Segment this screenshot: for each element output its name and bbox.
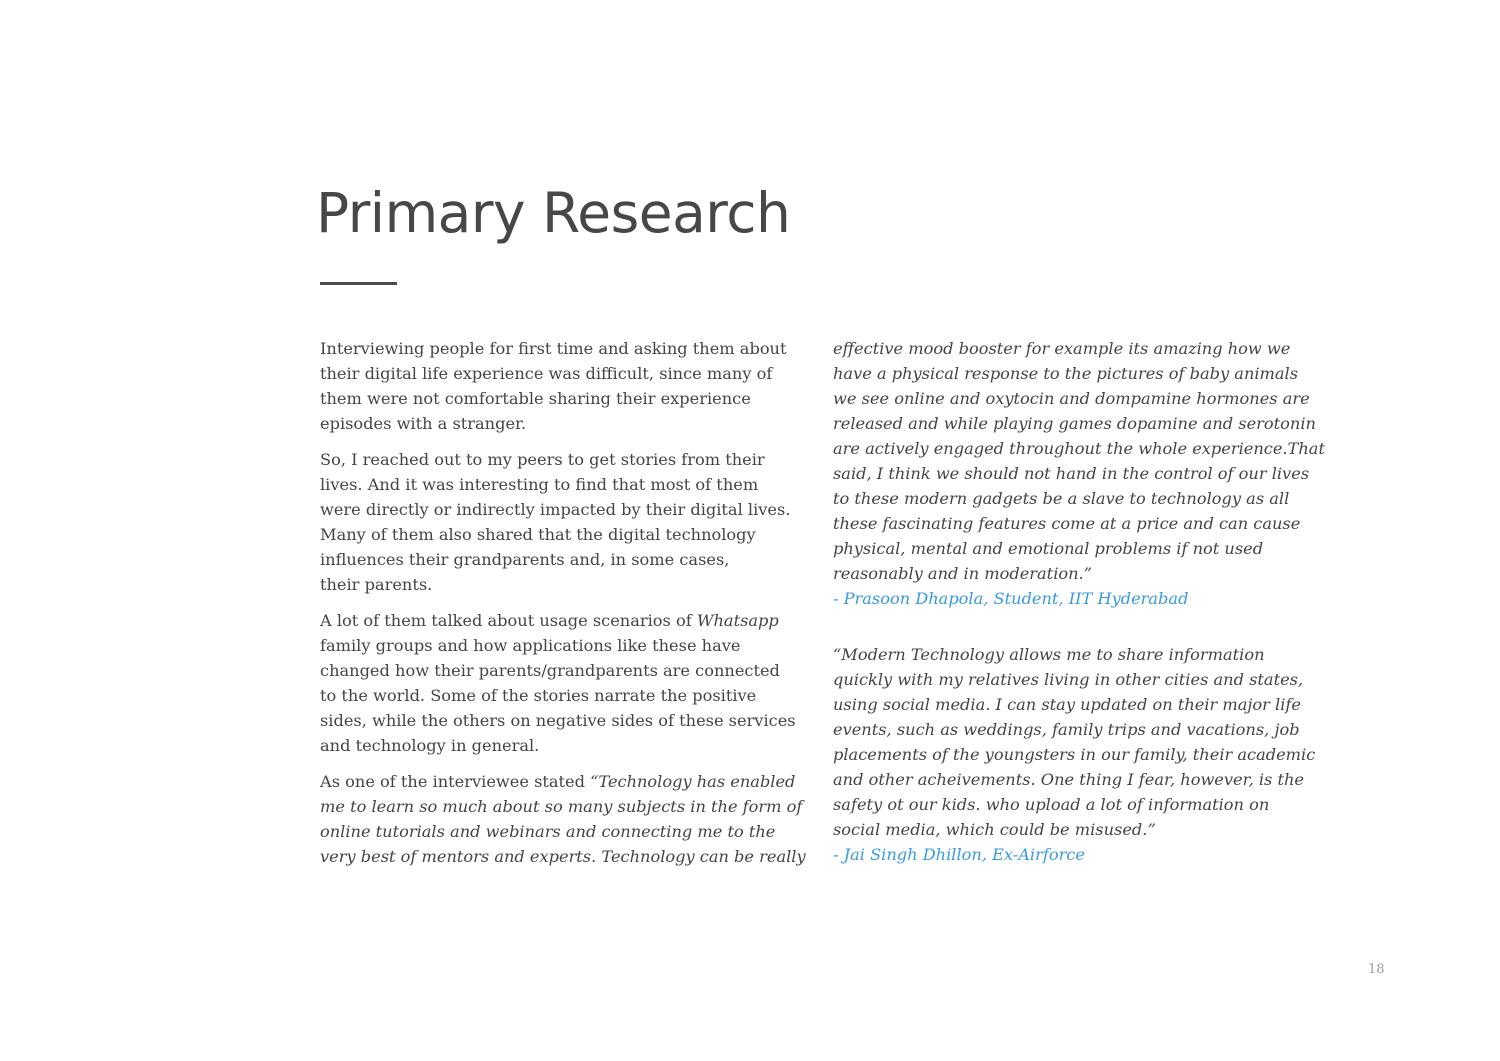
quote-attribution: - Jai Singh Dhillon, Ex-Airforce — [833, 845, 1085, 864]
text-line: me to learn so much about so many subjects in the form of — [320, 797, 803, 816]
text-line: reasonably and in moderation.” — [833, 564, 1092, 583]
text-line: influences their grandparents and, in some cases, — [320, 550, 730, 569]
text-line: safety ot our kids. who upload a lot of information on — [833, 795, 1270, 814]
quote-attribution: - Prasoon Dhapola, Student, IIT Hyderabad — [833, 589, 1189, 608]
text-line: were directly or indirectly impacted by their digital lives. — [320, 500, 791, 519]
left-column — [320, 336, 805, 880]
paragraph-interviewee-quote — [320, 769, 805, 869]
text-line: lives. And it was interesting to find that most of them — [320, 475, 759, 494]
text-line: physical, mental and emotional problems if not used — [833, 539, 1264, 558]
text-line: them were not comfortable sharing their experience — [320, 389, 751, 408]
quote-prasoon — [833, 336, 1325, 611]
text-line: effective mood booster for example its amazing how we — [833, 339, 1291, 358]
paragraph-whatsapp — [320, 608, 805, 758]
paragraph-peers — [320, 447, 805, 597]
text-line — [320, 769, 805, 794]
text-line: and technology in general. — [320, 736, 540, 755]
text-line: online tutorials and webinars and connecting me to the — [320, 822, 776, 841]
text-segment-italic: “Technology has enabled — [590, 772, 796, 791]
text-line — [320, 608, 805, 633]
quote-jai-singh — [833, 642, 1315, 867]
text-line: episodes with a stranger. — [320, 414, 527, 433]
text-segment-italic: Whatsapp — [696, 611, 779, 630]
page-title: Primary Research — [316, 181, 791, 245]
text-segment: As one of the interviewee stated — [320, 772, 591, 791]
text-line: “Modern Technology allows me to share information — [833, 645, 1265, 664]
title-underline — [320, 282, 397, 285]
quote-spacer — [833, 611, 1315, 642]
text-line: very best of mentors and experts. Technology can be really — [320, 847, 806, 866]
text-line: sides, while the others on negative sides of these services — [320, 711, 796, 730]
text-line: family groups and how applications like these have — [320, 636, 741, 655]
text-line: using social media. I can stay updated on their major life — [833, 695, 1301, 714]
page-number: 18 — [1368, 962, 1385, 977]
text-segment: A lot of them talked about usage scenarios of — [320, 611, 697, 630]
text-line: Interviewing people for first time and asking them about — [320, 339, 787, 358]
text-line: to these modern gadgets be a slave to technology as all — [833, 489, 1290, 508]
text-line: these fascinating features come at a price and can cause — [833, 514, 1301, 533]
text-line: social media, which could be misused.” — [833, 820, 1156, 839]
text-line: placements of the youngsters in our family, their academic — [833, 745, 1316, 764]
text-line: quickly with my relatives living in other cities and states, — [833, 670, 1304, 689]
text-line: we see online and oxytocin and dompamine hormones are — [833, 389, 1310, 408]
text-line: their parents. — [320, 575, 433, 594]
text-line: are actively engaged throughout the whole experience.That — [833, 439, 1325, 458]
text-line: and other acheivements. One thing I fear, however, is the — [833, 770, 1304, 789]
text-line: events, such as weddings, family trips and vacations, job — [833, 720, 1300, 739]
text-line: changed how their parents/grandparents are connected — [320, 661, 780, 680]
text-line: to the world. Some of the stories narrate the positive — [320, 686, 757, 705]
right-column — [833, 336, 1325, 867]
paragraph-intro — [320, 336, 805, 436]
text-line: Many of them also shared that the digital technology — [320, 525, 756, 544]
text-line: released and while playing games dopamine and serotonin — [833, 414, 1316, 433]
text-line: their digital life experience was difficult, since many of — [320, 364, 773, 383]
text-line: said, I think we should not hand in the control of our lives — [833, 464, 1310, 483]
text-line: So, I reached out to my peers to get stories from their — [320, 450, 765, 469]
text-line: have a physical response to the pictures of baby animals — [833, 364, 1299, 383]
